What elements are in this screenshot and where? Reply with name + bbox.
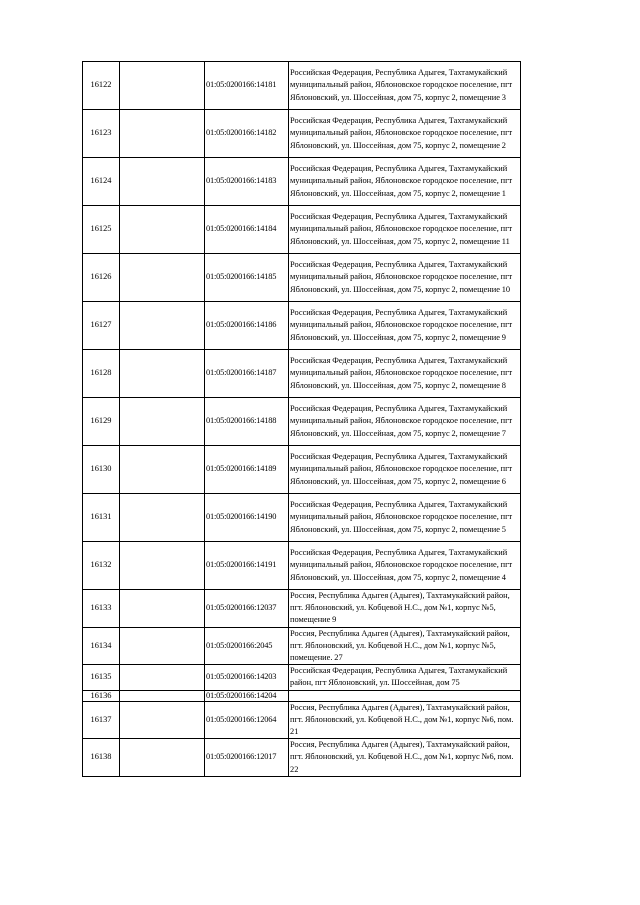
row-number: 16134 <box>83 627 120 665</box>
empty-cell <box>120 665 205 690</box>
row-number: 16125 <box>83 206 120 254</box>
address-cell: Российская Федерация, Республика Адыгея, Тахтамукайский муниципальный район, Яблоновское городское поселение, пгт Яблоновский, ул. Шоссейная, дом 75, корпус 2, помещение 11 <box>289 206 521 254</box>
cadastral-number: 01:05:0200166:14188 <box>205 398 289 446</box>
row-number: 16128 <box>83 350 120 398</box>
cadastral-number: 01:05:0200166:14181 <box>205 62 289 110</box>
table-row <box>83 158 521 206</box>
row-number: 16124 <box>83 158 120 206</box>
row-number: 16137 <box>83 701 120 739</box>
empty-cell <box>120 206 205 254</box>
row-number: 16138 <box>83 739 120 777</box>
empty-cell <box>120 254 205 302</box>
table-row <box>83 350 521 398</box>
empty-cell <box>120 350 205 398</box>
row-number: 16136 <box>83 690 120 701</box>
address-cell: Россия, Республика Адыгея (Адыгея), Тахтамукайский район, пгт. Яблоновский, ул. Кобцевой Н.С., дом №1, корпус №5, помещение. 27 <box>289 627 521 665</box>
row-number: 16133 <box>83 590 120 628</box>
empty-cell <box>120 690 205 701</box>
cadastral-number: 01:05:0200166:14184 <box>205 206 289 254</box>
address-cell: Российская Федерация, Республика Адыгея, Тахтамукайский муниципальный район, Яблоновское городское поселение, пгт Яблоновский, ул. Шоссейная, дом 75, корпус 2, помещение 4 <box>289 542 521 590</box>
cadastral-number: 01:05:0200166:14183 <box>205 158 289 206</box>
cadastral-number: 01:05:0200166:2045 <box>205 627 289 665</box>
address-cell: Россия, Республика Адыгея (Адыгея), Тахтамукайский район, пгт. Яблоновский, ул. Кобцевой Н.С., дом №1, корпус №5, помещение 9 <box>289 590 521 628</box>
table-row <box>83 254 521 302</box>
row-number: 16132 <box>83 542 120 590</box>
table-row <box>83 665 521 690</box>
cadastral-number: 01:05:0200166:12037 <box>205 590 289 628</box>
address-cell: Российская Федерация, Республика Адыгея, Тахтамукайский муниципальный район, Яблоновское городское поселение, пгт Яблоновский, ул. Шоссейная, дом 75, корпус 2, помещение 8 <box>289 350 521 398</box>
cadastral-number: 01:05:0200166:14203 <box>205 665 289 690</box>
address-cell: Российская Федерация, Республика Адыгея, Тахтамукайский район, пгт Яблоновский, ул. Шоссейная, дом 75 <box>289 665 521 690</box>
empty-cell <box>120 542 205 590</box>
empty-cell <box>120 302 205 350</box>
table-row <box>83 627 521 665</box>
cadastral-number: 01:05:0200166:14187 <box>205 350 289 398</box>
cadastral-number: 01:05:0200166:14189 <box>205 446 289 494</box>
address-cell: Российская Федерация, Республика Адыгея, Тахтамукайский муниципальный район, Яблоновское городское поселение, пгт Яблоновский, ул. Шоссейная, дом 75, корпус 2, помещение 1 <box>289 158 521 206</box>
table-row <box>83 62 521 110</box>
row-number: 16127 <box>83 302 120 350</box>
cadastral-number: 01:05:0200166:12017 <box>205 739 289 777</box>
cadastral-number: 01:05:0200166:14191 <box>205 542 289 590</box>
table-row <box>83 206 521 254</box>
table-row <box>83 542 521 590</box>
cadastral-number: 01:05:0200166:12064 <box>205 701 289 739</box>
table-row <box>83 701 521 739</box>
empty-cell <box>120 627 205 665</box>
row-number: 16126 <box>83 254 120 302</box>
address-cell: Россия, Республика Адыгея (Адыгея), Тахтамукайский район, пгт. Яблоновский, ул. Кобцевой Н.С., дом №1, корпус №6, пом. 22 <box>289 739 521 777</box>
address-cell: Россия, Республика Адыгея (Адыгея), Тахтамукайский район, пгт. Яблоновский, ул. Кобцевой Н.С., дом №1, корпус №6, пом. 21 <box>289 701 521 739</box>
cadastral-number: 01:05:0200166:14186 <box>205 302 289 350</box>
address-cell: Российская Федерация, Республика Адыгея, Тахтамукайский муниципальный район, Яблоновское городское поселение, пгт Яблоновский, ул. Шоссейная, дом 75, корпус 2, помещение 2 <box>289 110 521 158</box>
cadastral-number: 01:05:0200166:14204 <box>205 690 289 701</box>
table-row <box>83 110 521 158</box>
table-row <box>83 302 521 350</box>
cadastral-number: 01:05:0200166:14182 <box>205 110 289 158</box>
table-row <box>83 398 521 446</box>
table-row <box>83 739 521 777</box>
row-number: 16130 <box>83 446 120 494</box>
cadastral-number: 01:05:0200166:14190 <box>205 494 289 542</box>
registry-table-body <box>83 62 521 777</box>
address-cell <box>289 690 521 701</box>
cadastral-number: 01:05:0200166:14185 <box>205 254 289 302</box>
empty-cell <box>120 398 205 446</box>
row-number: 16122 <box>83 62 120 110</box>
address-cell: Российская Федерация, Республика Адыгея, Тахтамукайский муниципальный район, Яблоновское городское поселение, пгт Яблоновский, ул. Шоссейная, дом 75, корпус 2, помещение 3 <box>289 62 521 110</box>
row-number: 16131 <box>83 494 120 542</box>
table-row <box>83 446 521 494</box>
empty-cell <box>120 590 205 628</box>
empty-cell <box>120 701 205 739</box>
empty-cell <box>120 62 205 110</box>
address-cell: Российская Федерация, Республика Адыгея, Тахтамукайский муниципальный район, Яблоновское городское поселение, пгт Яблоновский, ул. Шоссейная, дом 75, корпус 2, помещение 9 <box>289 302 521 350</box>
address-cell: Российская Федерация, Республика Адыгея, Тахтамукайский муниципальный район, Яблоновское городское поселение, пгт Яблоновский, ул. Шоссейная, дом 75, корпус 2, помещение 10 <box>289 254 521 302</box>
row-number: 16135 <box>83 665 120 690</box>
empty-cell <box>120 446 205 494</box>
address-cell: Российская Федерация, Республика Адыгея, Тахтамукайский муниципальный район, Яблоновское городское поселение, пгт Яблоновский, ул. Шоссейная, дом 75, корпус 2, помещение 5 <box>289 494 521 542</box>
address-cell: Российская Федерация, Республика Адыгея, Тахтамукайский муниципальный район, Яблоновское городское поселение, пгт Яблоновский, ул. Шоссейная, дом 75, корпус 2, помещение 7 <box>289 398 521 446</box>
row-number: 16123 <box>83 110 120 158</box>
table-row <box>83 590 521 628</box>
empty-cell <box>120 494 205 542</box>
row-number: 16129 <box>83 398 120 446</box>
empty-cell <box>120 110 205 158</box>
registry-table <box>82 61 521 777</box>
table-row <box>83 494 521 542</box>
empty-cell <box>120 739 205 777</box>
table-row <box>83 690 521 701</box>
empty-cell <box>120 158 205 206</box>
address-cell: Российская Федерация, Республика Адыгея, Тахтамукайский муниципальный район, Яблоновское городское поселение, пгт Яблоновский, ул. Шоссейная, дом 75, корпус 2, помещение 6 <box>289 446 521 494</box>
